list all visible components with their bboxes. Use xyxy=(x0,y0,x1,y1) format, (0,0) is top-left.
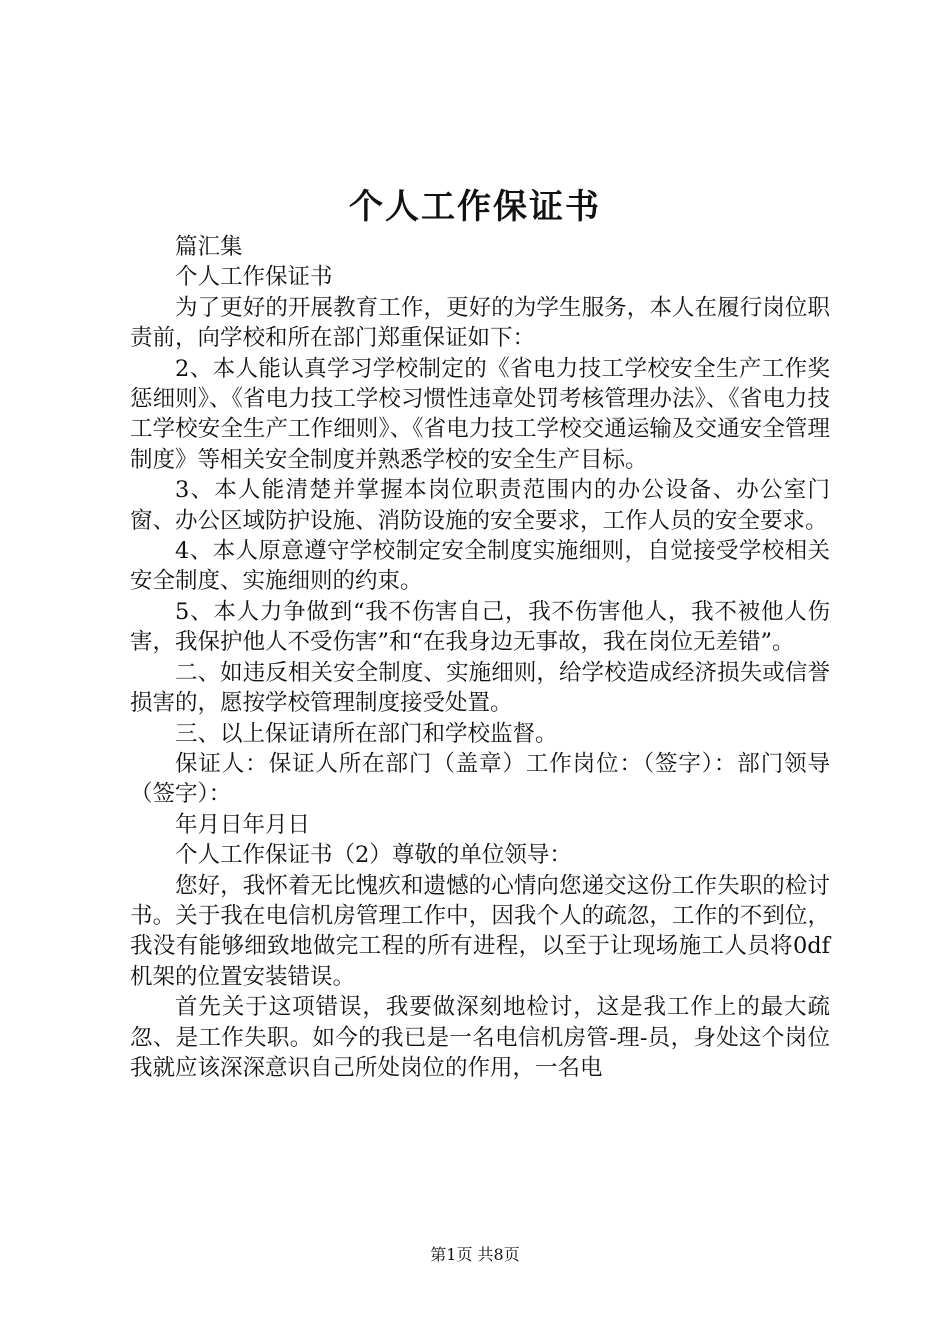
paragraph: 三、以上保证请所在部门和学校监督。 xyxy=(175,720,558,747)
paragraph: 2、本人能认真学习学校制定的《省电力技工学校安全生产工作奖惩细则》、《省电力技工学校习惯性违章处罚考核管理办法》、《省电力技工学校安全生产工作细则》、《省电力技工学校交通运输及交通安全管理制度》等相关安全制度并熟悉学校的安全生产目标。 xyxy=(130,355,830,473)
document-title: 个人工作保证书 xyxy=(349,187,601,227)
paragraph: 保证人：保证人所在部门（盖章）工作岗位：（签字）：部门领导（签字）： xyxy=(130,750,830,808)
paragraph: 为了更好的开展教育工作，更好的为学生服务，本人在履行岗位职责前，向学校和所在部门郑重保证如下： xyxy=(130,294,830,352)
paragraph: 5、本人力争做到“我不伤害自己，我不伤害他人，我不被他人伤害，我保护他人不受伤害”和“在我身边无事故，我在岗位无差错”。 xyxy=(130,598,830,656)
document-body xyxy=(130,232,830,1083)
paragraph: 个人工作保证书 xyxy=(175,264,333,291)
paragraph: 您好，我怀着无比愧疚和遗憾的心情向您递交这份工作失职的检讨书。关于我在电信机房管理工作中，因我个人的疏忽，工作的不到位，我没有能够细致地做完工程的所有进程，以至于让现场施工人员将0df机架的位置安装错误。 xyxy=(130,872,830,990)
paragraph: 年月日年月日 xyxy=(175,811,311,838)
paragraph: 个人工作保证书（2）尊敬的单位领导： xyxy=(175,842,572,869)
paragraph: 4、本人原意遵守学校制定安全制度实施细则，自觉接受学校相关安全制度、实施细则的约束。 xyxy=(130,538,830,595)
paragraph: 二、如违反相关安全制度、实施细则，给学校造成经济损失或信誉损害的，愿按学校管理制度接受处置。 xyxy=(130,659,830,717)
page-number-footer: 第1页 共8页 xyxy=(430,1245,520,1264)
paragraph: 3、本人能清楚并掌握本岗位职责范围内的办公设备、办公室门窗、办公区域防护设施、消防设施的安全要求，工作人员的安全要求。 xyxy=(130,477,830,534)
paragraph: 首先关于这项错误，我要做深刻地检讨，这是我工作上的最大疏忽、是工作失职。如今的我已是一名电信机房管-理-员，身处这个岗位我就应该深深意识自己所处岗位的作用，一名电 xyxy=(130,994,830,1081)
paragraph: 篇汇集 xyxy=(175,234,243,260)
